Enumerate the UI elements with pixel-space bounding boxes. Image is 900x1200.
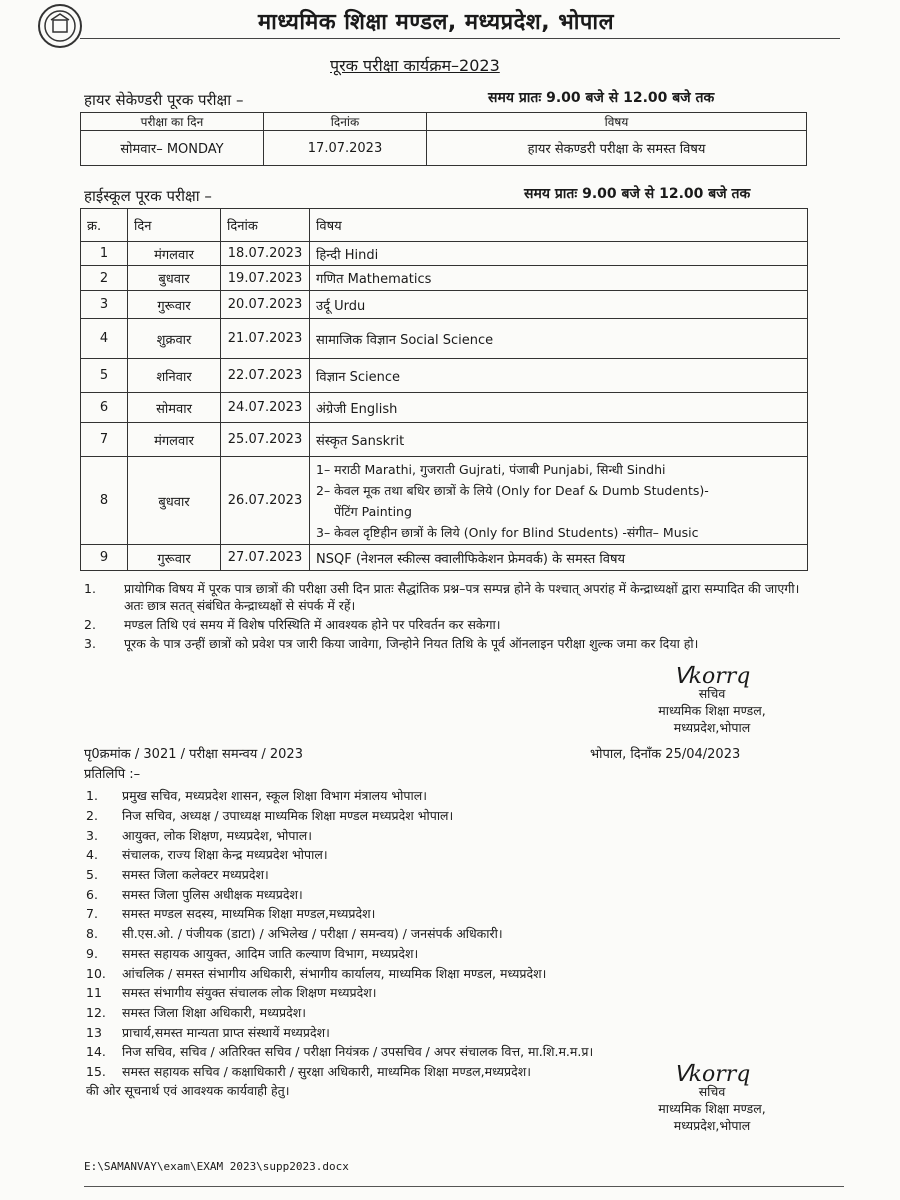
- board-seal-icon: [38, 4, 82, 48]
- copy-number: 13: [86, 1024, 102, 1040]
- list-item: [86, 786, 666, 806]
- note-item: [84, 635, 814, 652]
- hs-section-title: हायर सेकेण्डरी पूरक परीक्षा –: [84, 91, 244, 109]
- signatory-title: सचिव: [698, 686, 726, 701]
- hi-section-time: समय प्रातः 9.00 बजे से 12.00 बजे तक: [524, 186, 751, 202]
- signature-mark: ᐯkorrq: [673, 1062, 751, 1087]
- signatory-org: माध्यमिक शिक्षा मण्डल,: [658, 703, 766, 718]
- hi-schedule-table: [80, 208, 808, 571]
- table-row: [81, 266, 808, 291]
- list-item: [86, 865, 666, 885]
- subject-line: 2– केवल मूक तथा बधिर छात्रों के लिये (Only for Deaf & Dumb Students)-: [316, 482, 709, 498]
- row-date: 27.07.2023: [221, 545, 310, 571]
- row-date: 22.07.2023: [221, 359, 310, 393]
- row-date: 26.07.2023: [221, 457, 310, 545]
- list-item: [86, 983, 666, 1003]
- list-item: [86, 944, 666, 964]
- list-item: [86, 924, 666, 944]
- copy-number: 7.: [86, 906, 98, 922]
- row-day: शुक्रवार: [128, 319, 221, 359]
- page-subtitle: पूरक परीक्षा कार्यक्रम–2023: [330, 56, 500, 75]
- hs-header-date: दिनांक: [264, 113, 427, 131]
- table-row: [81, 545, 808, 571]
- row-sn: 5: [81, 359, 128, 393]
- list-item: [86, 884, 666, 904]
- row-sn: 3: [81, 291, 128, 319]
- list-item: [86, 1003, 666, 1023]
- row-sn: 6: [81, 393, 128, 423]
- list-item: [86, 825, 666, 845]
- row-sn: 7: [81, 423, 128, 457]
- copy-text: समस्त संभागीय संयुक्त संचालक लोक शिक्षण मध्यप्रदेश।: [122, 985, 377, 1001]
- copy-text: निज सचिव, अध्यक्ष / उपाध्यक्ष माध्यमिक शिक्षा मण्डल मध्यप्रदेश भोपाल।: [122, 808, 454, 824]
- copy-text: आयुक्त, लोक शिक्षण, मध्यप्रदेश, भोपाल।: [122, 827, 312, 843]
- list-item: [86, 904, 666, 924]
- hs-schedule-table: [80, 112, 807, 166]
- copy-number: 15.: [86, 1063, 106, 1079]
- row-date: 24.07.2023: [221, 393, 310, 423]
- hs-header-subject: विषय: [427, 113, 807, 131]
- note-number: 1.: [84, 581, 96, 596]
- table-row: [81, 319, 808, 359]
- list-item: [86, 845, 666, 865]
- row-sn: 8: [81, 457, 128, 545]
- table-row: [81, 423, 808, 457]
- note-item: [84, 580, 814, 614]
- copy-text: आंचलिक / समस्त संभागीय अधिकारी, संभागीय कार्यालय, माध्यमिक शिक्षा मण्डल, मध्यप्रदेश।: [122, 965, 547, 981]
- row-sn: 2: [81, 266, 128, 291]
- row-subject: संस्कृत Sanskrit: [310, 423, 808, 457]
- row-subject: सामाजिक विज्ञान Social Science: [310, 319, 808, 359]
- row-day: गुरूवार: [128, 291, 221, 319]
- table-row: [81, 457, 808, 545]
- copy-number: 6.: [86, 886, 98, 902]
- row-day: मंगलवार: [128, 423, 221, 457]
- copy-text: समस्त सहायक सचिव / कक्षाधिकारी / सुरक्षा अधिकारी, माध्यमिक शिक्षा मण्डल,मध्यप्रदेश।: [122, 1063, 532, 1079]
- row-date: 18.07.2023: [221, 242, 310, 266]
- copy-text: सी.एस.ओ. / पंजीयक (डाटा) / अभिलेख / परीक्षा / समन्वय) / जनसंपर्क अधिकारी।: [122, 926, 503, 942]
- copy-text: समस्त मण्डल सदस्य, माध्यमिक शिक्षा मण्डल,मध्यप्रदेश।: [122, 906, 376, 922]
- hs-header-day: परीक्षा का दिन: [81, 113, 264, 131]
- copy-text: समस्त जिला कलेक्टर मध्यप्रदेश।: [122, 867, 269, 883]
- copy-text: समस्त सहायक आयुक्त, आदिम जाति कल्याण विभाग, मध्यप्रदेश।: [122, 945, 419, 961]
- copy-number: 10.: [86, 965, 106, 981]
- closing-line: की ओर सूचनार्थ एवं आवश्यक कार्यवाही हेतु।: [86, 1083, 290, 1098]
- row-subject-multi: [310, 457, 808, 545]
- copy-number: 11: [86, 985, 102, 1001]
- row-subject: विज्ञान Science: [310, 359, 808, 393]
- copy-label: प्रतिलिपि :–: [84, 767, 141, 782]
- subject-line: 3– केवल दृष्टिहीन छात्रों के लिये (Only for Blind Students) -संगीत– Music: [316, 524, 699, 540]
- signatory-place: मध्यप्रदेश,भोपाल: [673, 720, 751, 735]
- copy-text: प्राचार्य,समस्त मान्यता प्राप्त संस्थायें मध्यप्रदेश।: [122, 1024, 330, 1040]
- row-day: बुधवार: [128, 266, 221, 291]
- copy-text: निज सचिव, सचिव / अतिरिक्त सचिव / परीक्षा नियंत्रक / उपसचिव / अपर संचालक वित्त, मा.शि.म.म.प्र।: [122, 1044, 594, 1060]
- row-day: शनिवार: [128, 359, 221, 393]
- signatory-place: मध्यप्रदेश,भोपाल: [673, 1118, 751, 1133]
- list-item: [86, 963, 666, 983]
- table-row: [81, 131, 807, 166]
- row-date: 19.07.2023: [221, 266, 310, 291]
- hi-header-date: दिनांक: [221, 209, 310, 242]
- hi-header-day: दिन: [128, 209, 221, 242]
- row-sn: 9: [81, 545, 128, 571]
- reference-number: पृ0क्रमांक / 3021 / परीक्षा समन्वय / 2023: [84, 747, 303, 762]
- row-day: मंगलवार: [128, 242, 221, 266]
- note-text: पूरक के पात्र उन्हीं छात्रों को प्रवेश पत्र जारी किया जावेगा, जिन्होने नियत तिथि के पूर्व ऑनलाइन परीक्षा शुल्क जमा कर दिया हो।: [124, 636, 699, 651]
- bottom-divider: [84, 1186, 844, 1187]
- row-date: 20.07.2023: [221, 291, 310, 319]
- signature-mark: ᐯkorrq: [673, 664, 751, 689]
- header-divider: [80, 38, 840, 39]
- signature-block-1: [612, 664, 812, 736]
- signatory-org: माध्यमिक शिक्षा मण्डल,: [658, 1101, 766, 1116]
- table-row: [81, 242, 808, 266]
- row-sn: 4: [81, 319, 128, 359]
- copy-list: [86, 786, 666, 1081]
- row-day: सोमवार: [128, 393, 221, 423]
- table-row: [81, 393, 808, 423]
- row-sn: 1: [81, 242, 128, 266]
- row-subject: उर्दू Urdu: [310, 291, 808, 319]
- copy-number: 12.: [86, 1004, 106, 1020]
- list-item: [86, 1042, 666, 1062]
- hi-header-subject: विषय: [310, 209, 808, 242]
- copy-number: 8.: [86, 926, 98, 942]
- hs-day: सोमवार– MONDAY: [81, 131, 264, 166]
- copy-number: 9.: [86, 945, 98, 961]
- copy-number: 1.: [86, 788, 98, 804]
- row-subject: NSQF (नेशनल स्कील्स क्वालीफिकेशन फ्रेमवर्क) के समस्त विषय: [310, 545, 808, 571]
- hs-date: 17.07.2023: [264, 131, 427, 166]
- copy-number: 4.: [86, 847, 98, 863]
- copy-number: 3.: [86, 827, 98, 843]
- subject-line: पेंटिंग Painting: [334, 503, 412, 519]
- row-subject: हिन्दी Hindi: [310, 242, 808, 266]
- file-path: E:\SAMANVAY\exam\EXAM 2023\supp2023.docx: [84, 1160, 349, 1173]
- copy-text: संचालक, राज्य शिक्षा केन्द्र मध्यप्रदेश भोपाल।: [122, 847, 328, 863]
- row-subject: गणित Mathematics: [310, 266, 808, 291]
- row-day: गुरूवार: [128, 545, 221, 571]
- org-title: माध्यमिक शिक्षा मण्डल, मध्यप्रदेश, भोपाल: [258, 10, 615, 35]
- row-subject: अंग्रेजी English: [310, 393, 808, 423]
- list-item: [86, 806, 666, 826]
- row-date: 25.07.2023: [221, 423, 310, 457]
- list-item: [86, 1022, 666, 1042]
- copy-number: 14.: [86, 1044, 106, 1060]
- table-row: [81, 291, 808, 319]
- copy-text: समस्त जिला शिक्षा अधिकारी, मध्यप्रदेश।: [122, 1004, 307, 1020]
- note-text: मण्डल तिथि एवं समय में विशेष परिस्थिति में आवश्यक होने पर परिवर्तन कर सकेगा।: [124, 617, 501, 632]
- list-item: [86, 1062, 666, 1082]
- note-number: 2.: [84, 617, 96, 632]
- notes-list: [84, 580, 814, 654]
- note-number: 3.: [84, 636, 96, 651]
- copy-text: समस्त जिला पुलिस अधीक्षक मध्यप्रदेश।: [122, 886, 303, 902]
- copy-number: 2.: [86, 808, 98, 824]
- note-item: [84, 616, 814, 633]
- signature-block-2: [612, 1062, 812, 1134]
- hs-section-time: समय प्रातः 9.00 बजे से 12.00 बजे तक: [488, 90, 715, 106]
- note-text: प्रायोगिक विषय में पूरक पात्र छात्रों की परीक्षा उसी दिन प्रातः सैद्धांतिक प्रश्न–पत्र सम्पन्न होने के पश्चात् अपरांह में केन्द्राध्यक्षों द्वारा सम्पादित की जाएगी। अतः छात्र सतत् संबंधित केन्द्राध्यक्षों से संपर्क में रहें।: [124, 581, 800, 613]
- hi-header-sn: क्र.: [81, 209, 128, 242]
- copy-number: 5.: [86, 867, 98, 883]
- table-row: [81, 359, 808, 393]
- hs-subject: हायर सेकण्डरी परीक्षा के समस्त विषय: [427, 131, 807, 166]
- reference-date: भोपाल, दिनाँक 25/04/2023: [590, 747, 741, 762]
- row-day: बुधवार: [128, 457, 221, 545]
- signatory-title: सचिव: [698, 1084, 726, 1099]
- hi-section-title: हाईस्कूल पूरक परीक्षा –: [84, 187, 212, 205]
- subject-line: 1– मराठी Marathi, गुजराती Gujrati, पंजाबी Punjabi, सिन्धी Sindhi: [316, 461, 666, 477]
- copy-text: प्रमुख सचिव, मध्यप्रदेश शासन, स्कूल शिक्षा विभाग मंत्रालय भोपाल।: [122, 788, 427, 804]
- row-date: 21.07.2023: [221, 319, 310, 359]
